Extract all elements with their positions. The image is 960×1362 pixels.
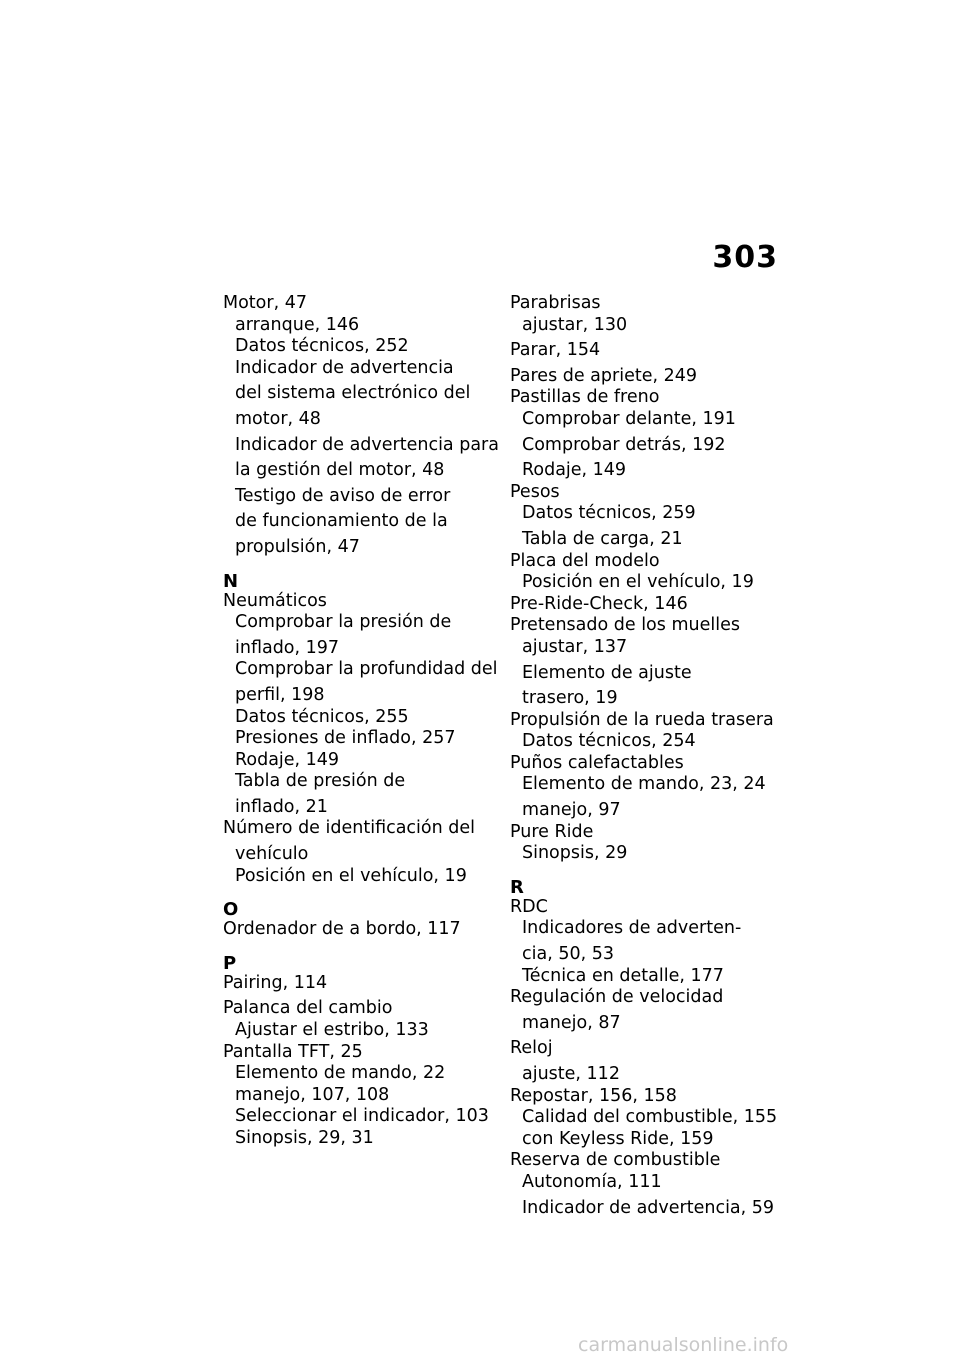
index-subentry: Comprobar la presión de [235, 612, 452, 633]
index-subentry: manejo, 97 [522, 800, 621, 821]
index-subentry: Ajustar el estribo, 133 [235, 1020, 429, 1041]
index-subentry: Posición en el vehículo, 19 [235, 865, 467, 886]
index-entry: Reserva de combustible [510, 1150, 721, 1171]
index-entry: Pantalla TFT, 25 [223, 1041, 363, 1062]
index-subentry: Seleccionar el indicador, 103 [235, 1106, 489, 1127]
index-entry: Pastillas de freno [510, 387, 660, 408]
index-subentry: inflado, 197 [235, 637, 340, 658]
index-subentry: Datos técnicos, 254 [522, 731, 696, 752]
index-subentry: trasero, 19 [522, 688, 618, 709]
index-entry: Parar, 154 [510, 340, 601, 361]
index-entry: Puños calefactables [510, 752, 684, 773]
index-entry: Ordenador de a bordo, 117 [223, 919, 461, 940]
index-section-letter: P [223, 952, 237, 974]
index-subentry: propulsión, 47 [235, 536, 360, 557]
index-subentry: del sistema electrónico del [235, 383, 471, 404]
index-entry: Pure Ride [510, 821, 594, 842]
index-subentry: Elemento de mando, 23, 24 [522, 774, 766, 795]
index-subentry: arranque, 146 [235, 314, 360, 335]
index-subentry: motor, 48 [235, 408, 321, 429]
index-column-right [510, 293, 785, 1219]
index-section-letter: O [223, 899, 239, 921]
index-subentry: Comprobar delante, 191 [522, 408, 736, 429]
index-entry: Pesos [510, 481, 560, 502]
index-subentry: Indicadores de adverten- [522, 918, 742, 939]
index-entry: Regulación de velocidad [510, 987, 724, 1008]
index-subentry: Tabla de carga, 21 [522, 528, 683, 549]
index-entry: Repostar, 156, 158 [510, 1085, 677, 1106]
index-subentry: cia, 50, 53 [522, 944, 614, 965]
index-entry: Parabrisas [510, 293, 601, 313]
index-section-letter: N [223, 570, 239, 592]
index-subentry: Indicador de advertencia, 59 [522, 1197, 775, 1218]
index-entry: Pre-Ride-Check, 146 [510, 593, 688, 614]
index-subentry: ajustar, 137 [522, 636, 628, 657]
index-subentry: ajustar, 130 [522, 314, 628, 335]
index-subentry: Presiones de inflado, 257 [235, 728, 456, 749]
index-entry: Número de identificación del [223, 818, 476, 839]
index-subentry: Comprobar detrás, 192 [522, 434, 726, 455]
index-entry: Palanca del cambio [223, 998, 393, 1019]
index-subentry: Posición en el vehículo, 19 [522, 572, 754, 593]
index-subentry: ajuste, 112 [522, 1064, 620, 1084]
index-subentry: de funcionamiento de la [235, 511, 448, 532]
watermark: carmanualsonline.info [578, 1334, 789, 1356]
index-subentry: Testigo de aviso de error [235, 485, 451, 506]
page-number: 303 [712, 240, 778, 275]
index-subentry: la gestión del motor, 48 [235, 460, 445, 481]
index-subentry: Datos técnicos, 259 [522, 503, 696, 524]
index-subentry: Tabla de presión de [235, 771, 406, 792]
index-entry: Propulsión de la rueda trasera [510, 709, 774, 730]
index-subentry: Elemento de mando, 22 [235, 1063, 446, 1084]
index-subentry: Datos técnicos, 252 [235, 336, 409, 357]
index-entry: Placa del modelo [510, 550, 660, 571]
index-subentry: perfil, 198 [235, 684, 325, 705]
index-entry: RDC [510, 896, 548, 917]
index-entry: Pares de apriete, 249 [510, 365, 697, 386]
index-entry: Pretensado de los muelles [510, 615, 740, 636]
index-subentry: Elemento de ajuste [522, 662, 692, 683]
index-entry: Pairing, 114 [223, 972, 328, 993]
index-subentry: Rodaje, 149 [522, 460, 627, 481]
index-subentry: Técnica en detalle, 177 [522, 965, 724, 986]
index-subentry: manejo, 107, 108 [235, 1084, 390, 1105]
index-subentry: Datos técnicos, 255 [235, 706, 409, 727]
index-subentry: Rodaje, 149 [235, 749, 340, 770]
index-subentry: Comprobar la profundidad del [235, 659, 498, 680]
index-subentry: Autonomía, 111 [522, 1171, 662, 1192]
index-entry: Motor, 47 [223, 293, 307, 313]
index-column-left [223, 293, 498, 1150]
index-subentry: Indicador de advertencia [235, 357, 454, 378]
index-entry: Reloj [510, 1038, 553, 1059]
index-section-letter: R [510, 876, 524, 898]
index-subentry: Calidad del combustible, 155 [522, 1107, 778, 1128]
index-subentry: vehículo [235, 844, 309, 865]
index-subentry: manejo, 87 [522, 1012, 621, 1033]
index-subentry: Indicador de advertencia para [235, 434, 499, 455]
index-entry: Neumáticos [223, 590, 327, 611]
index-subentry: Sinopsis, 29 [522, 843, 628, 864]
index-subentry: inflado, 21 [235, 796, 328, 817]
index-subentry: Sinopsis, 29, 31 [235, 1128, 374, 1148]
index-subentry: con Keyless Ride, 159 [522, 1128, 714, 1149]
